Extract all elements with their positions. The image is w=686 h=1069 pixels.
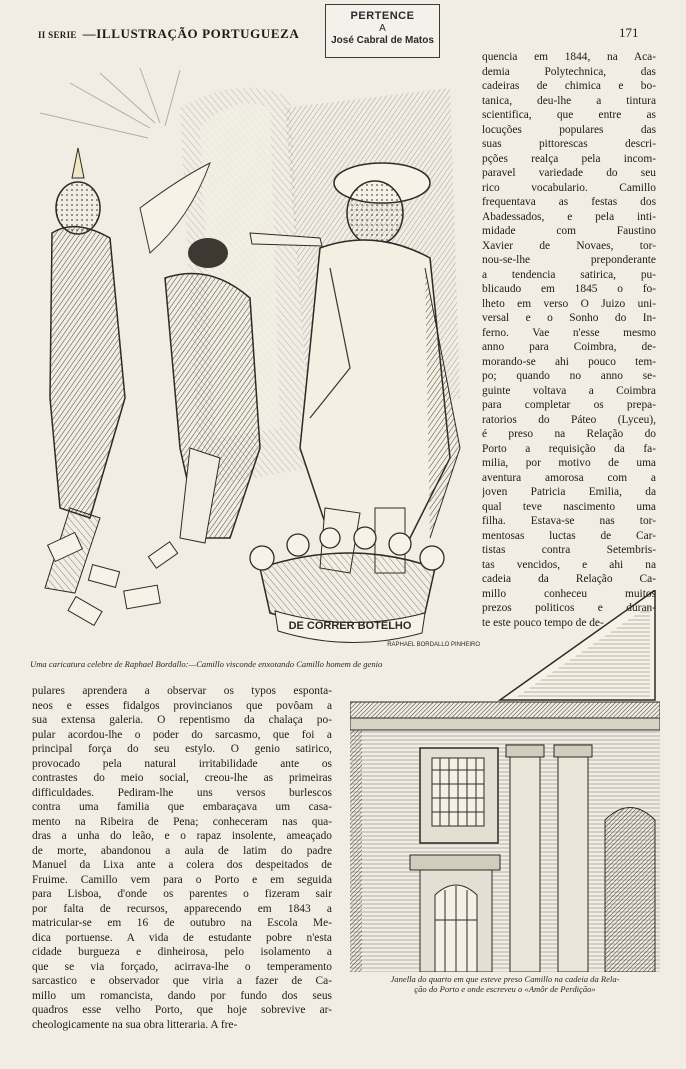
text-line: quadros esse velho Porto, que hoje sobrevive ar-	[32, 1004, 332, 1016]
text-line: po; quando no anno se-	[482, 370, 656, 382]
text-line: anno para Coimbra, de-	[482, 341, 656, 353]
text-line: tanica, deu-lhe a tintura	[482, 94, 656, 107]
text-line: dica portuense. A vida de estudante pobre n'esta	[32, 931, 332, 944]
text-line: quencia em 1844, na Aca-	[482, 51, 656, 63]
text-line: suas pittorescas descri-	[482, 138, 656, 150]
text-line: tistas contra Setembris-	[482, 544, 656, 556]
page-number: 171	[619, 25, 639, 40]
text-line: tas vencidos, e ahi na	[482, 558, 656, 571]
text-line: para completar os prepa-	[482, 399, 656, 411]
text-line: joven Patricia Emilia, da	[482, 486, 656, 498]
text-line: millo um romancista, dando por fundo dos seus	[32, 989, 332, 1002]
prison-window-drawing	[350, 590, 660, 972]
text-line: contra uma familia que embaraçava um casa-	[32, 801, 332, 813]
prison-window-illustration	[350, 590, 660, 972]
window-caption-line-1: Janella do quarto em que esteve preso Camillo na cadeia da Rela-	[390, 974, 620, 984]
text-line: provocado pela natural irritabilidade ante os	[32, 757, 332, 770]
text-line: por falta de recursos, apparecendo em 1843 a	[32, 902, 332, 915]
series-label: II SERIE	[38, 30, 77, 40]
text-line: te este pouco tempo de de-	[482, 616, 604, 629]
text-line: midade com Faustino	[482, 225, 656, 237]
text-line: cadeiras de chimica e bo-	[482, 80, 656, 92]
text-line: ferno. Vae n'esse mesmo	[482, 326, 656, 339]
text-line: frequentava as festas dos	[482, 196, 656, 208]
article-column-left	[32, 684, 332, 1032]
window-caption	[346, 974, 664, 994]
article-column-right	[482, 50, 656, 630]
text-line: cidade burgueza e dinheirosa, pelo isolamento a	[32, 946, 332, 958]
text-line: blicaudo em 1845 o fo-	[482, 283, 656, 295]
text-line: guinte voltava a Coimbra	[482, 384, 656, 397]
text-line: paravel variedade do seu	[482, 167, 656, 179]
caricature-drawing	[30, 68, 482, 648]
text-line: filha. Estava-se nas tor-	[482, 515, 656, 527]
text-line: que se via forçado, acirrava-lhe o temperamento	[32, 960, 332, 973]
text-line: lheto em verso O Juizo uni-	[482, 297, 656, 310]
text-line: pulares aprendera a observar os typos esponta-	[32, 685, 332, 697]
text-line: mentosas luctas de Car-	[482, 529, 656, 542]
artist-signature: RAPHAEL BORDALLO PINHEIRO	[387, 642, 480, 648]
window-caption-line-2: ção do Porto e onde escreveu o «Amôr de Perdição»	[414, 984, 596, 994]
stamp-line-2: A	[379, 23, 386, 34]
text-line: Porto a requisição da fa-	[482, 442, 656, 455]
text-line: millo conheceu muitos	[482, 587, 656, 600]
text-line: aventura amorosa com a	[482, 471, 656, 484]
text-line: versal e o Sonho do In-	[482, 312, 656, 324]
text-line: pções realça pela incom-	[482, 152, 656, 165]
text-line: Manuel da Lixa ante a colera dos despeitados de	[32, 859, 332, 871]
caricature-caption: Uma caricatura celebre de Raphael Bordallo:—Camillo visconde enxotando Camillo homem de genio	[30, 659, 383, 669]
text-line: Xavier de Novaes, tor-	[482, 239, 656, 252]
magazine-title: —ILLUSTRAÇÃO PORTUGUEZA	[82, 26, 300, 41]
text-line: pular acordou-lhe o poder do sarcasmo, que foi a	[32, 728, 332, 741]
text-line: para Lisboa, d'onde os parentes o fizeram sair	[32, 888, 332, 900]
text-line: ratorios do Páteo (Lyceu),	[482, 413, 656, 426]
text-line: prezos politicos e duran-	[482, 602, 656, 614]
running-head	[38, 26, 299, 42]
ownership-stamp	[325, 4, 440, 58]
stamp-line-3: José Cabral de Matos	[331, 35, 434, 46]
text-line: dras a unha do leão, e o rapaz insolente, ameaçado	[32, 830, 332, 842]
text-line: cadeia da Relação Ca-	[482, 573, 656, 585]
text-line: de morte, abandonou a aula de latim do padre	[32, 844, 332, 857]
text-line: matricular-se em 16 de outubro na Escola Me-	[32, 917, 332, 929]
text-line: mento na Ribeira de Pena; conheceram nas qua-	[32, 815, 332, 828]
text-line: Abadessados, e pela inti-	[482, 210, 656, 223]
text-line: morando-se ahi pouco tem-	[482, 355, 656, 368]
text-line: demia Polytechnica, das	[482, 65, 656, 78]
text-line: locuções populares das	[482, 123, 656, 136]
text-line: é preso na Relação do	[482, 428, 656, 440]
caricature-illustration	[30, 68, 482, 648]
stamp-line-1: PERTENCE	[350, 10, 415, 22]
crown-banner-text: DE CORRER BOTELHO	[288, 620, 412, 632]
text-line: difficuldades. Pediram-lhe uns versos burlescos	[32, 786, 332, 799]
text-line: scientifica, que entre as	[482, 109, 656, 121]
text-line: contrastes do meio social, creou-lhe as primeiras	[32, 772, 332, 784]
text-line: qual teve nascimento uma	[482, 500, 656, 513]
text-line: nou-se-lhe preponderante	[482, 254, 656, 266]
text-line: neos e esses fidalgos provincianos que povôam a	[32, 699, 332, 712]
text-line: sua extensa galeria. O repentismo da chalaça po-	[32, 714, 332, 726]
text-line: principal força do seu estylo. O genio satirico,	[32, 743, 332, 755]
text-line: cheologicamente na sua obra litteraria. A fre-	[32, 1018, 238, 1031]
text-line: milia, por motivo de uma	[482, 457, 656, 469]
text-line: sarcastico e observador que viria a fazer de Ca-	[32, 975, 332, 987]
text-line: rico vocabulario. Camillo	[482, 181, 656, 194]
text-line: a tendencia satirica, pu-	[482, 268, 656, 281]
text-line: Fruime. Camillo vem para o Porto e em seguida	[32, 873, 332, 886]
